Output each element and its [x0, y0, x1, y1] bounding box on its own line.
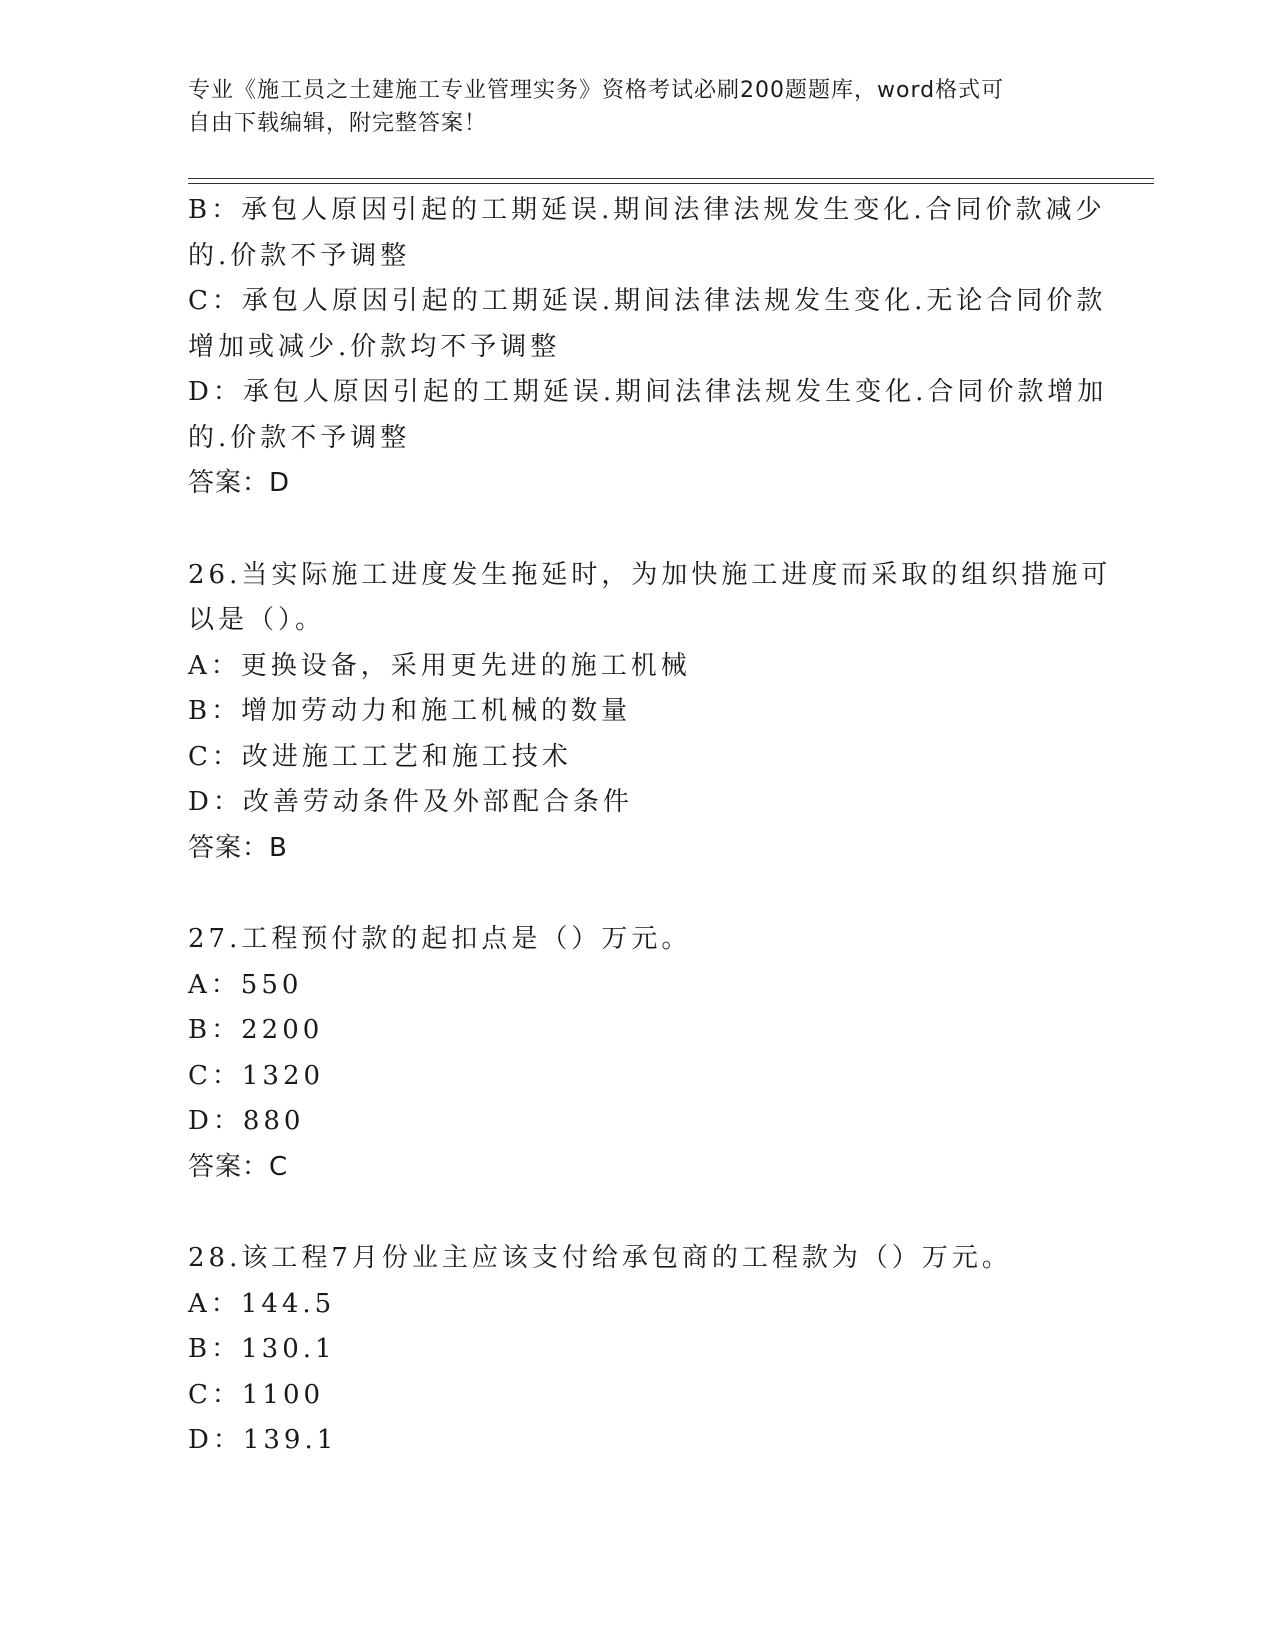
option-a: A：550: [188, 969, 303, 1000]
question-28: [188, 1236, 1088, 1464]
question-stem-line1: 26.当实际施工进度发生拖延时，为加快施工进度而采取的组织措施可: [188, 559, 1112, 590]
option-b: B：130.1: [188, 1334, 336, 1364]
option-c-line2: 增加或减少.价款均不予调整: [188, 331, 561, 362]
option-d: D：改善劳动条件及外部配合条件: [188, 787, 633, 817]
header-rule-top: [188, 178, 1154, 179]
question-27: [188, 917, 1088, 1190]
question-25: [188, 188, 1108, 507]
option-c-line1: C：承包人原因引起的工期延误.期间法律法规发生变化.无论合同价款: [188, 286, 1107, 316]
question-list: [188, 188, 1112, 1464]
header-rule-bottom: [188, 183, 1154, 184]
question-spacer: [188, 1190, 1088, 1236]
question-spacer: [188, 871, 1088, 917]
option-d: D：880: [188, 1106, 305, 1136]
option-b: B：增加劳动力和施工机械的数量: [188, 696, 632, 726]
option-b-line2: 的.价款不予调整: [188, 240, 411, 271]
question-stem: 28.该工程7月份业主应该支付给承包商的工程款为（）万元。: [188, 1243, 1012, 1273]
option-a: A：更换设备，采用更先进的施工机械: [188, 650, 691, 681]
question-26: [188, 553, 1112, 872]
option-d: D：139.1: [188, 1425, 338, 1455]
option-d-line2: 的.价款不予调整: [188, 422, 411, 453]
option-b-line1: B：承包人原因引起的工期延误.期间法律法规发生变化.合同价款减少: [188, 195, 1106, 225]
option-b: B：2200: [188, 1015, 324, 1045]
option-d-line1: D：承包人原因引起的工期延误.期间法律法规发生变化.合同价款增加: [188, 377, 1108, 407]
header-title-line1: 专业《施工员之土建施工专业管理实务》资格考试必刷200题题库，word格式可: [188, 78, 1005, 103]
option-c: C：1320: [188, 1060, 325, 1091]
question-stem: 27.工程预付款的起扣点是（）万元。: [188, 924, 692, 954]
header-title-line2: 自由下载编辑，附完整答案！: [188, 111, 488, 136]
document-header: [188, 74, 1088, 140]
option-a: A：144.5: [188, 1288, 336, 1319]
answer: 答案：C: [188, 1151, 289, 1182]
question-stem-line2: 以是（）。: [188, 605, 326, 635]
option-c: C：改进施工工艺和施工技术: [188, 741, 572, 772]
option-c: C：1100: [188, 1379, 325, 1410]
answer: 答案：D: [188, 468, 291, 498]
question-spacer: [188, 507, 1088, 553]
answer: 答案：B: [188, 832, 288, 863]
